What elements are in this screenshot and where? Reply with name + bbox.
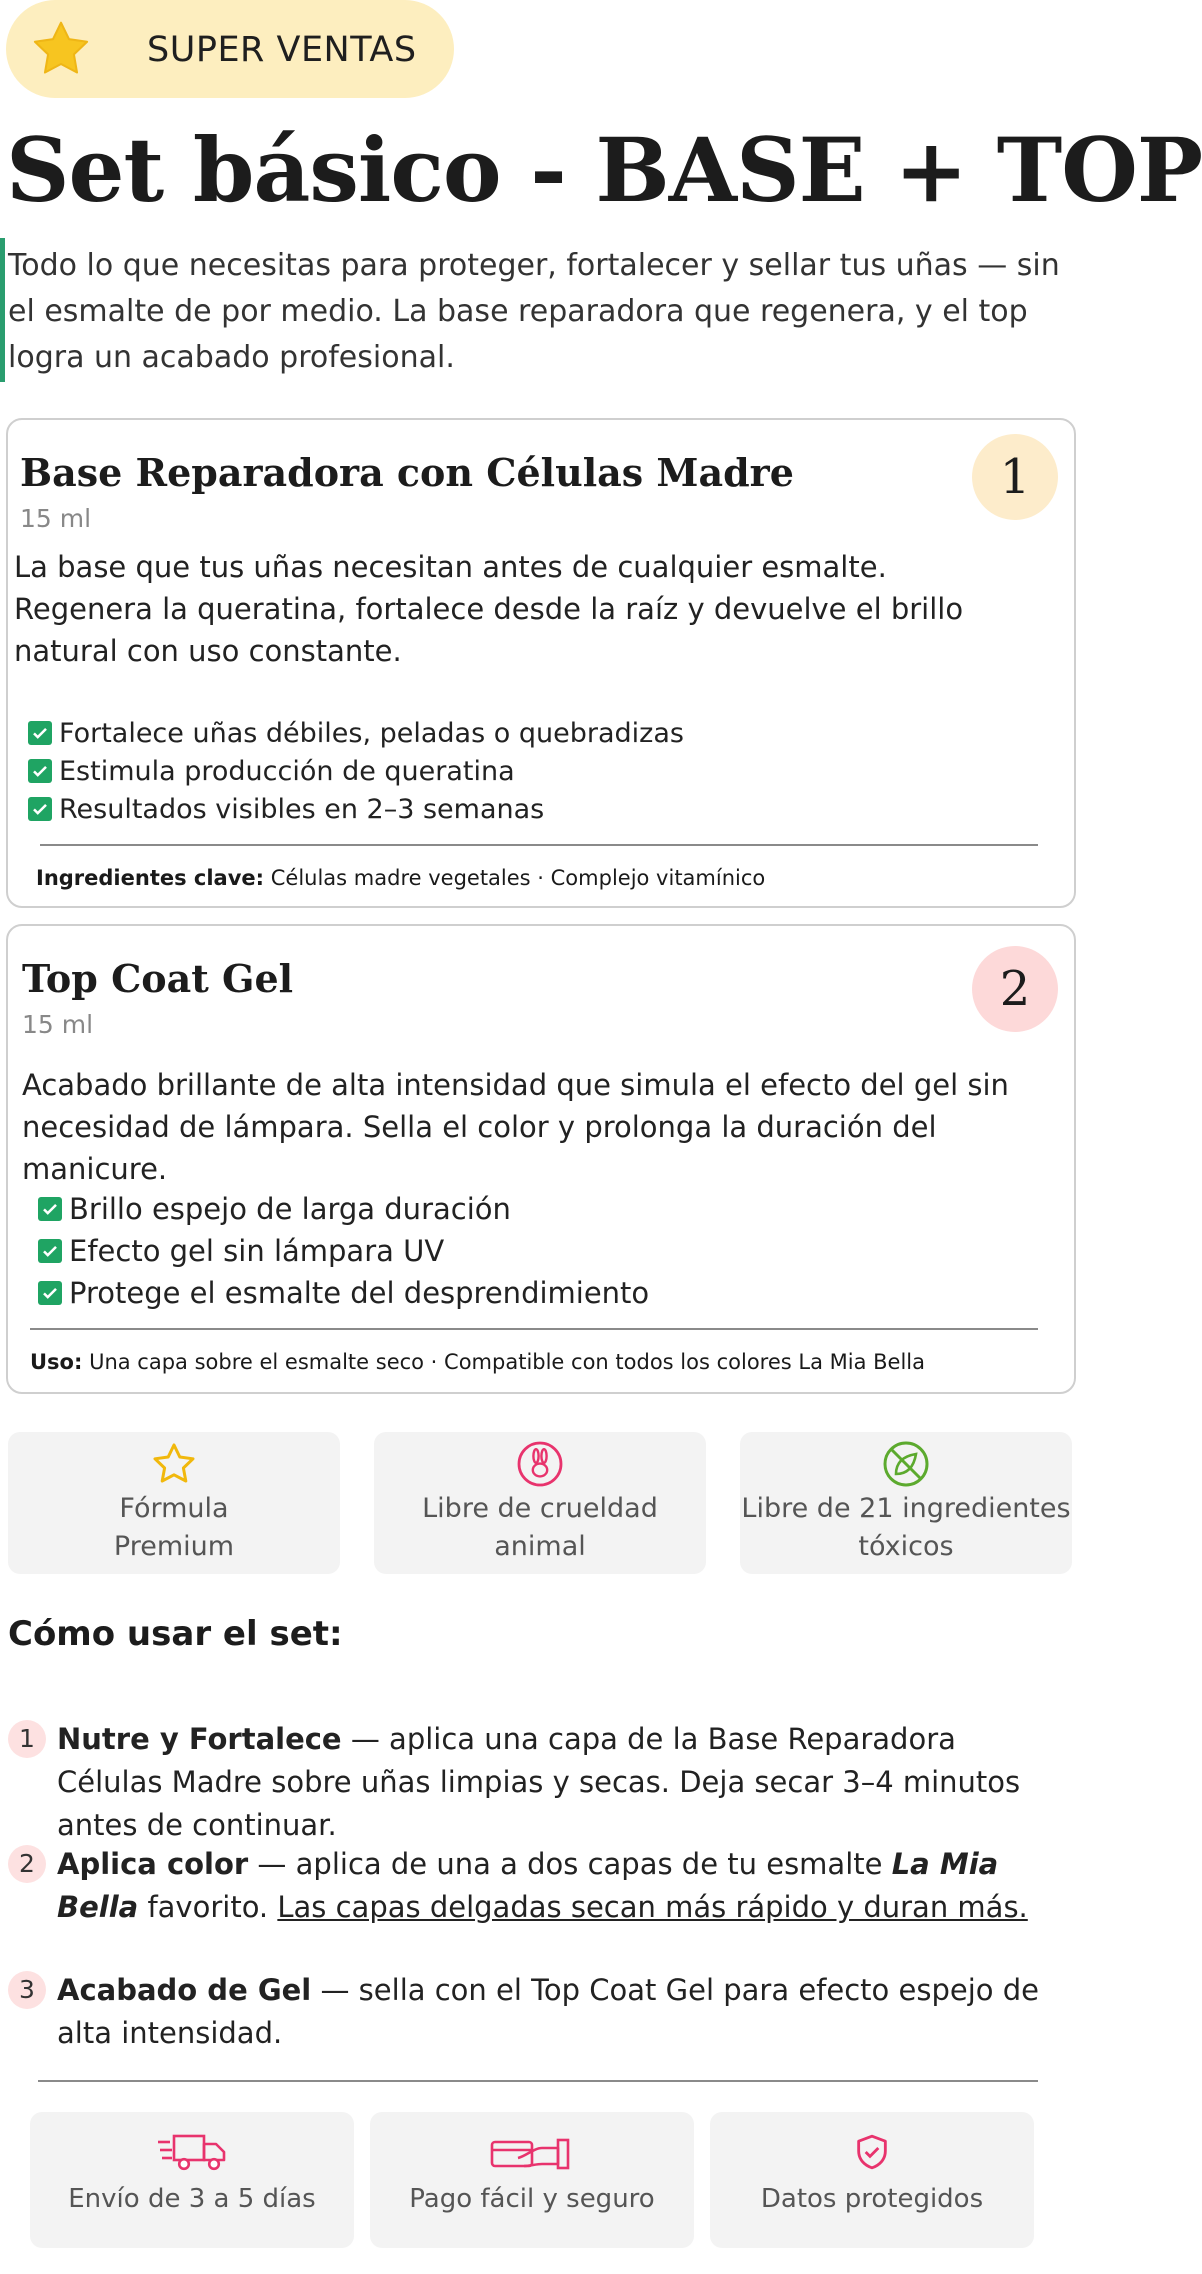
benefit-label: Estimula producción de queratina xyxy=(59,755,515,787)
step-body: — aplica una capa de la Base Reparadora Células Madre sobre uñas limpias y secas. Deja secar 3–4 minutos antes de continuar. xyxy=(57,1722,1021,1842)
benefit-item xyxy=(28,790,684,828)
product-card-top xyxy=(6,924,1076,1394)
feature-cruelty-free xyxy=(374,1432,706,1574)
step-body: favorito. xyxy=(138,1890,278,1924)
checkmark-icon xyxy=(28,721,52,745)
trust-label: Datos protegidos xyxy=(760,2184,984,2214)
feature-label xyxy=(374,1490,706,1566)
benefit-label: Fortalece uñas débiles, peladas o quebradizas xyxy=(59,717,684,749)
card-divider xyxy=(40,844,1038,846)
step-title: Acabado de Gel xyxy=(57,1973,312,2007)
step-title: Nutre y Fortalece xyxy=(57,1722,342,1756)
feature-label-line: Libre de crueldad xyxy=(422,1493,658,1524)
step-title: Aplica color xyxy=(57,1847,249,1881)
step-1-text xyxy=(57,1718,1067,1847)
bunny-icon xyxy=(516,1440,564,1488)
benefit-item xyxy=(38,1230,649,1272)
brand-name: La Mia Bella xyxy=(57,1847,999,1924)
howto-title: Cómo usar el set: xyxy=(8,1614,343,1654)
trust-payment xyxy=(370,2112,694,2248)
step-body: — aplica de una a dos capas de tu esmalte xyxy=(248,1847,892,1881)
footer-label: Ingredientes clave: xyxy=(36,866,265,890)
usage-footer xyxy=(30,1350,925,1374)
step-3-text xyxy=(57,1969,1067,2055)
card-divider xyxy=(30,1328,1038,1330)
feature-label-line: tóxicos xyxy=(858,1531,954,1562)
feature-label xyxy=(740,1490,1072,1566)
feature-premium xyxy=(8,1432,340,1574)
benefit-item xyxy=(28,752,684,790)
step-2-text xyxy=(57,1843,1067,1929)
product-card-base xyxy=(6,418,1076,908)
star-icon xyxy=(30,18,92,80)
step-number: 1 xyxy=(8,1720,46,1758)
feature-toxin-free xyxy=(740,1432,1072,1574)
benefit-label: Brillo espejo de larga duración xyxy=(69,1192,511,1226)
step-body: — sella con el Top Coat Gel para efecto espejo de alta intensidad. xyxy=(57,1973,1039,2050)
product-number-badge: 1 xyxy=(972,434,1058,520)
product-size: 15 ml xyxy=(20,504,92,533)
benefit-item xyxy=(38,1272,649,1314)
benefit-list xyxy=(38,1188,649,1314)
benefit-item xyxy=(38,1188,649,1230)
product-name: Top Coat Gel xyxy=(22,956,294,1001)
intro-accent-bar xyxy=(0,238,5,382)
badge-label: SUPER VENTAS xyxy=(147,30,417,70)
ingredients-footer xyxy=(36,866,765,890)
intro-text: Todo lo que necesitas para proteger, fortalecer y sellar tus uñas — sin el esmalte de por medio. La base reparadora que regenera, y el top logra un acabado profesional. xyxy=(8,248,1060,375)
checkmark-icon xyxy=(38,1239,62,1263)
benefit-list xyxy=(28,714,684,828)
shield-check-icon xyxy=(852,2132,892,2172)
trust-label: Pago fácil y seguro xyxy=(409,2184,655,2214)
footer-label: Uso: xyxy=(30,1350,83,1374)
trust-data-protection xyxy=(710,2112,1034,2248)
product-description-line: Regenera la queratina, fortalece desde la raíz y devuelve el brillo natural con uso constante. xyxy=(14,592,964,668)
product-description xyxy=(14,546,1054,672)
benefit-label: Resultados visibles en 2–3 semanas xyxy=(59,793,545,825)
page-title: Set básico - BASE + TOP xyxy=(6,118,1202,222)
star-outline-icon xyxy=(150,1440,198,1488)
delivery-truck-icon xyxy=(156,2132,228,2172)
checkmark-icon xyxy=(28,797,52,821)
footer-value: Células madre vegetales · Complejo vitamínico xyxy=(270,866,766,890)
leaf-free-icon xyxy=(882,1440,930,1488)
benefit-label: Efecto gel sin lámpara UV xyxy=(69,1234,445,1268)
step-number: 3 xyxy=(8,1971,46,2009)
product-number-badge: 2 xyxy=(972,946,1058,1032)
product-size: 15 ml xyxy=(22,1010,94,1039)
feature-label-line: Libre de 21 ingredientes xyxy=(741,1493,1071,1524)
checkmark-icon xyxy=(38,1197,62,1221)
feature-label-line: Premium xyxy=(113,1531,235,1562)
feature-label-line: animal xyxy=(494,1531,586,1562)
feature-label-line: Fórmula xyxy=(119,1493,229,1524)
trust-shipping xyxy=(30,2112,354,2248)
section-divider xyxy=(38,2080,1038,2082)
benefit-item xyxy=(28,714,684,752)
feature-label xyxy=(8,1490,340,1566)
checkmark-icon xyxy=(28,759,52,783)
product-description: Acabado brillante de alta intensidad que simula el efecto del gel sin necesidad de lámpara. Sella el color y prolonga la duración del manicure. xyxy=(22,1068,1009,1186)
checkmark-icon xyxy=(38,1281,62,1305)
step-number: 2 xyxy=(8,1845,46,1883)
product-name: Base Reparadora con Células Madre xyxy=(20,450,794,495)
step-tip: Las capas delgadas secan más rápido y duran más. xyxy=(277,1890,1028,1924)
footer-value: Una capa sobre el esmalte seco · Compatible con todos los colores La Mia Bella xyxy=(89,1350,925,1374)
benefit-label: Protege el esmalte del desprendimiento xyxy=(69,1276,650,1310)
product-description-line: La base que tus uñas necesitan antes de cualquier esmalte. xyxy=(14,550,887,584)
card-payment-icon xyxy=(490,2132,574,2172)
trust-label: Envío de 3 a 5 días xyxy=(68,2184,316,2214)
